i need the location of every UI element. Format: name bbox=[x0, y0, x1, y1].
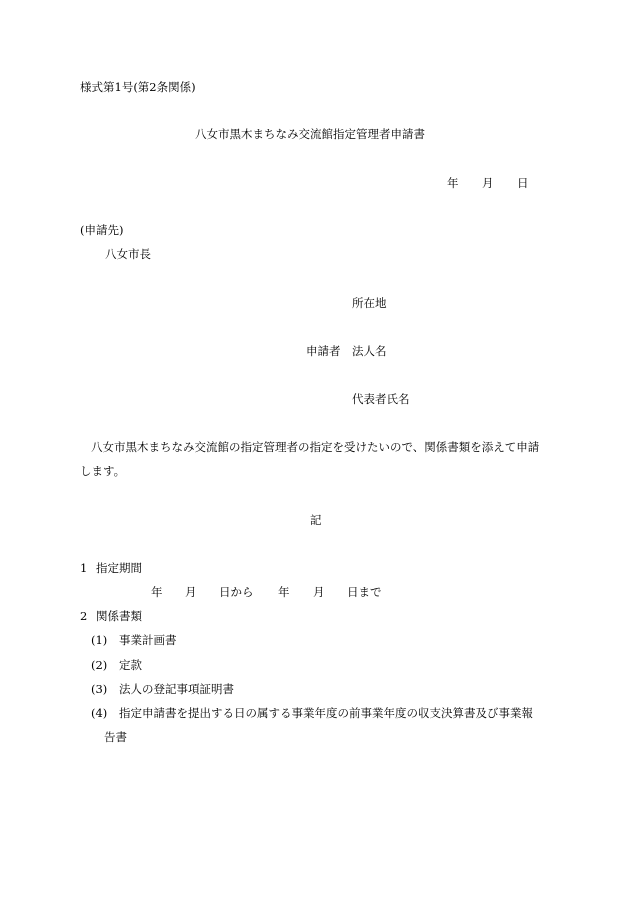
body-line-1: 八女市黒木まちなみ交流館の指定管理者の指定を受けたいので、関係書類を添えて申請 bbox=[91, 440, 540, 454]
period-end-day: 日まで bbox=[347, 585, 382, 599]
item2-number: 2 bbox=[80, 609, 88, 623]
doc-3-number: (3) bbox=[91, 682, 108, 696]
location-label: 所在地 bbox=[352, 296, 387, 310]
period-end-year: 年 bbox=[278, 585, 290, 599]
period-start-day: 日から bbox=[219, 585, 254, 599]
form-label: 様式第1号(第2条関係) bbox=[80, 80, 196, 94]
page-title: 八女市黒木まちなみ交流館指定管理者申請書 bbox=[195, 127, 425, 141]
item1-number: 1 bbox=[80, 561, 88, 575]
doc-4-number: (4) bbox=[91, 706, 108, 720]
doc-4-text: 指定申請書を提出する日の属する事業年度の前事業年度の収支決算書及び事業報 bbox=[119, 706, 533, 720]
doc-3-text: 法人の登記事項証明書 bbox=[119, 682, 234, 696]
date-month-label: 月 bbox=[482, 176, 494, 190]
item1-label: 指定期間 bbox=[96, 561, 142, 575]
doc-1-text: 事業計画書 bbox=[119, 633, 177, 647]
body-line-2: します。 bbox=[80, 464, 126, 478]
doc-4-text-continued: 告書 bbox=[104, 730, 127, 744]
date-day-label: 日 bbox=[517, 176, 529, 190]
representative-label: 代表者氏名 bbox=[352, 392, 410, 406]
ki-heading: 記 bbox=[310, 513, 322, 527]
doc-2-text: 定款 bbox=[119, 658, 142, 672]
date-year-label: 年 bbox=[447, 176, 459, 190]
addressee-label: (申請先) bbox=[80, 223, 124, 237]
period-start-month: 月 bbox=[185, 585, 197, 599]
doc-1-number: (1) bbox=[91, 633, 108, 647]
doc-2-number: (2) bbox=[91, 658, 108, 672]
corporation-label: 法人名 bbox=[352, 344, 387, 358]
period-start-year: 年 bbox=[151, 585, 163, 599]
applicant-label: 申請者 bbox=[306, 344, 341, 358]
item2-label: 関係書類 bbox=[96, 609, 142, 623]
addressee-name: 八女市長 bbox=[105, 247, 151, 261]
period-end-month: 月 bbox=[313, 585, 325, 599]
